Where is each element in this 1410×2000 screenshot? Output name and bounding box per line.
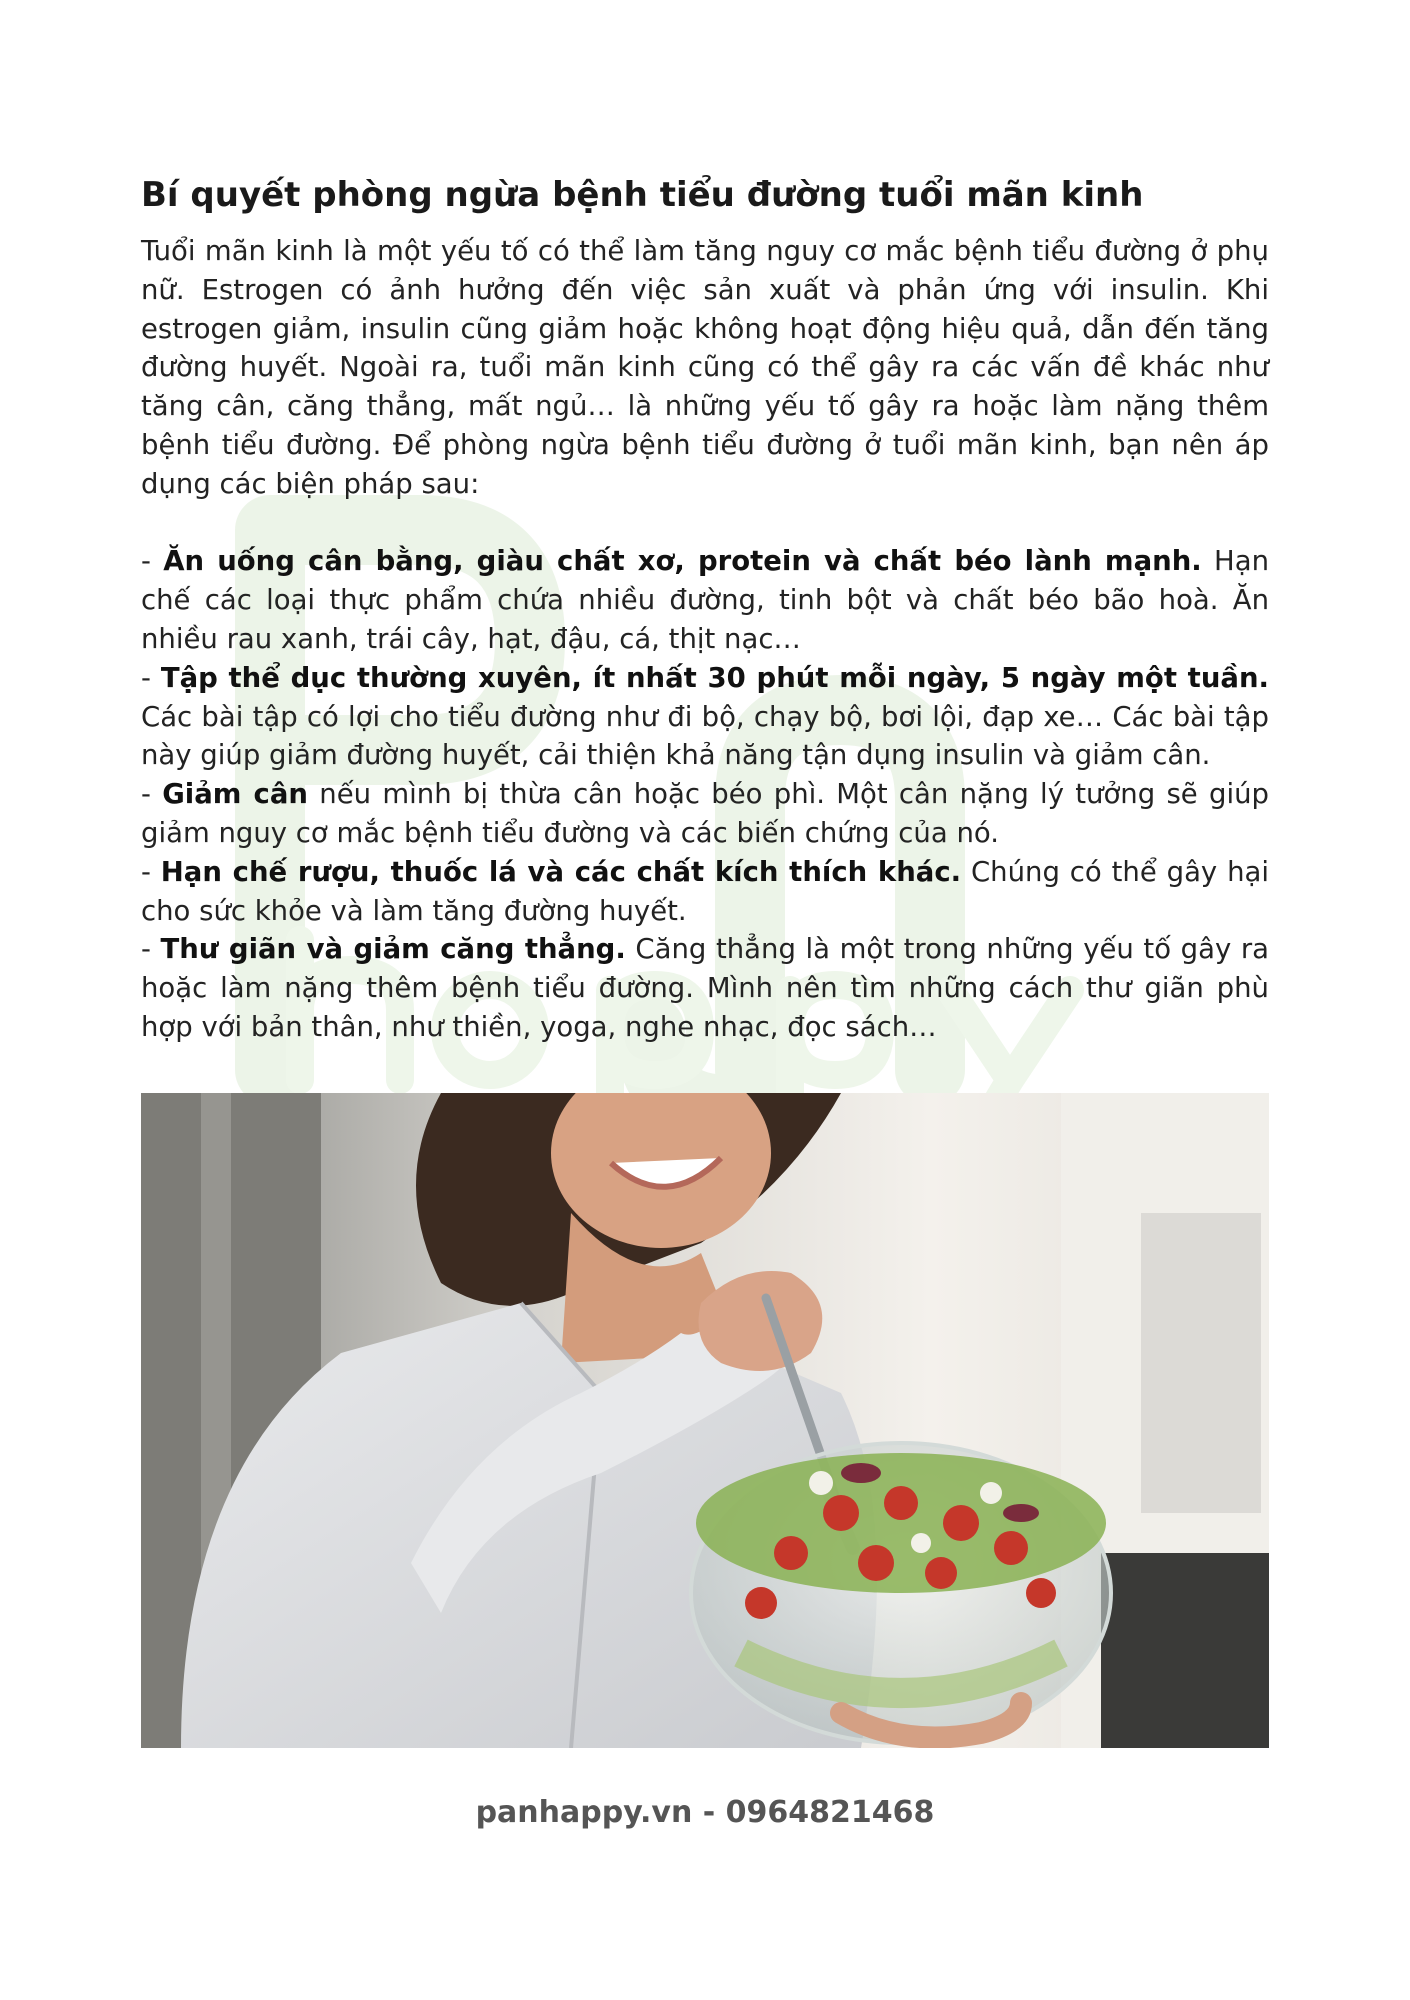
tip-item-alcohol-tobacco bbox=[141, 853, 1269, 931]
article bbox=[141, 170, 1269, 1047]
footer-contact: panhappy.vn - 0964821468 bbox=[475, 1795, 935, 1830]
page-title: Bí quyết phòng ngừa bệnh tiểu đường tuổi mãn kinh bbox=[141, 175, 1144, 215]
salad-photo-illustration bbox=[141, 1093, 1269, 1748]
tip-text: Căng thẳng là một trong những yếu tố gây ra hoặc làm nặng thêm bệnh tiểu đường. Mình nên tìm những cách thư giãn phù hợp với bản thân, như thiền, yoga, nghe nhạc, đọc sách… bbox=[141, 933, 1269, 1043]
bullet-dash: - bbox=[141, 855, 161, 888]
tip-text: Hạn chế các loại thực phẩm chứa nhiều đường, tinh bột và chất béo bão hoà. Ăn nhiều rau xanh, trái cây, hạt, đậu, cá, thịt nạc… bbox=[141, 545, 1269, 655]
tip-item-relax bbox=[141, 930, 1269, 1046]
tip-item-exercise bbox=[141, 659, 1269, 775]
bullet-dash: - bbox=[141, 661, 161, 694]
woman-eating-salad-photo bbox=[141, 1093, 1269, 1748]
tip-heading: Thư giãn và giảm căng thẳng. bbox=[160, 933, 626, 966]
tip-item-diet bbox=[141, 542, 1269, 658]
paragraph-spacer bbox=[141, 504, 1269, 543]
tip-heading: Tập thể dục thường xuyên, ít nhất 30 phút mỗi ngày, 5 ngày một tuần. bbox=[160, 661, 1269, 694]
tip-heading: Hạn chế rượu, thuốc lá và các chất kích thích khác. bbox=[160, 855, 962, 888]
intro-paragraph: Tuổi mãn kinh là một yếu tố có thể làm tăng nguy cơ mắc bệnh tiểu đường ở phụ nữ. Estrogen có ảnh hưởng đến việc sản xuất và phản ứng với insulin. Khi estrogen giảm, insulin cũng giảm hoặc không hoạt động hiệu quả, dẫn đến tăng đường huyết. Ngoài ra, tuổi mãn kinh cũng có thể gây ra các vấn đề khác như tăng cân, căng thẳng, mất ngủ… là những yếu tố gây ra hoặc làm nặng thêm bệnh tiểu đường. Để phòng ngừa bệnh tiểu đường ở tuổi mãn kinh, bạn nên áp dụng các biện pháp sau: bbox=[141, 235, 1269, 500]
tip-text: nếu mình bị thừa cân hoặc béo phì. Một cân nặng lý tưởng sẽ giúp giảm nguy cơ mắc bệnh tiểu đường và các biến chứng của nó. bbox=[141, 778, 1269, 849]
tip-heading: Giảm cân bbox=[162, 778, 308, 811]
tip-text: Chúng có thể gây hại cho sức khỏe và làm tăng đường huyết. bbox=[141, 855, 1269, 927]
tip-heading: Ăn uống cân bằng, giàu chất xơ, protein và chất béo lành mạnh. bbox=[163, 545, 1202, 578]
bullet-dash: - bbox=[141, 778, 163, 811]
bullet-dash: - bbox=[141, 545, 164, 578]
tip-text: Các bài tập có lợi cho tiểu đường như đi bộ, chạy bộ, bơi lội, đạp xe… Các bài tập này giúp giảm đường huyết, cải thiện khả năng tận dụng insulin và giảm cân. bbox=[141, 700, 1269, 772]
tip-item-weight bbox=[141, 775, 1269, 853]
bullet-dash: - bbox=[141, 933, 161, 966]
